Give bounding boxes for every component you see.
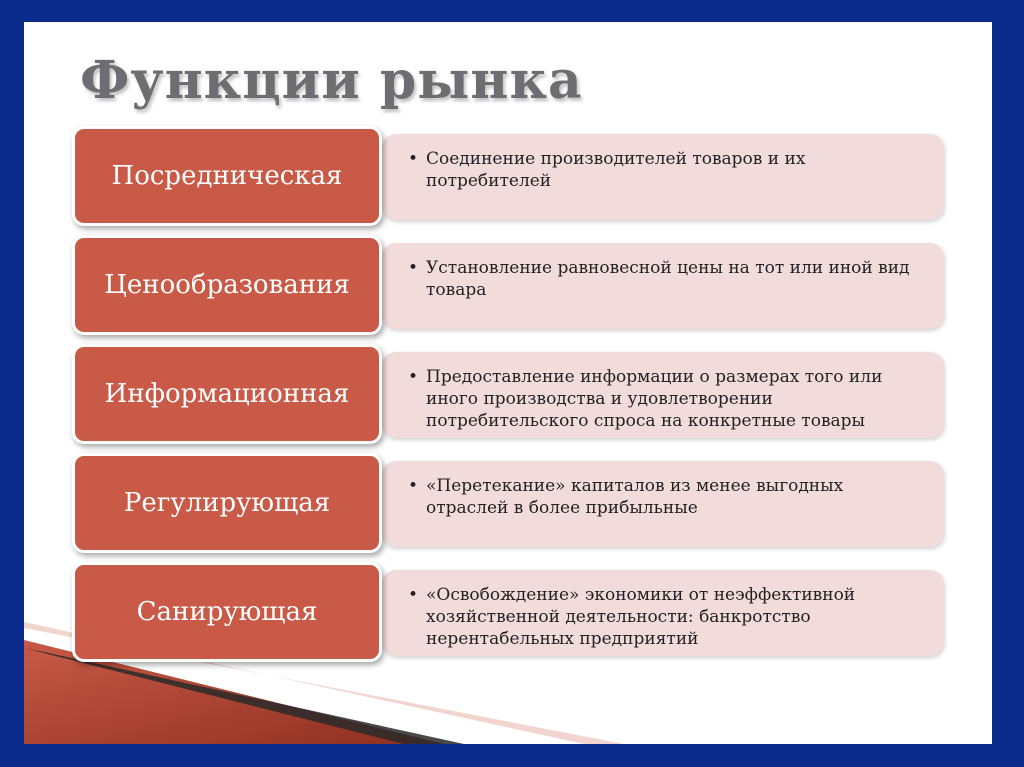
function-description-text: Предоставление информации о размерах того или иного производства и удовлетворении потребительского спроса на конкретные товары [426,367,883,431]
bullet-icon: • [408,585,419,605]
function-row [72,344,948,444]
function-description-box [382,243,944,329]
function-description [408,148,926,192]
function-row [72,453,948,553]
function-description [408,366,926,432]
function-label: Регулирующая [72,453,382,553]
function-row [72,235,948,335]
bullet-icon: • [408,258,419,278]
function-description-box [382,570,944,656]
function-label: Информационная [72,344,382,444]
function-description-text: Установление равновесной цены на тот или иной вид товара [426,258,910,300]
function-description-text: Соединение производителей товаров и их потребителей [426,149,806,191]
slide-title: Функции рынка [80,50,583,111]
function-description [408,257,926,301]
function-description-text: «Перетекание» капиталов из менее выгодных отраслей в более прибыльные [426,476,844,518]
function-description [408,584,926,650]
slide [24,22,992,744]
function-description-text: «Освобождение» экономики от неэффективной хозяйственной деятельности: банкротство нерентабельных предприятий [426,585,856,649]
function-description-box [382,352,944,438]
bullet-icon: • [408,367,419,387]
function-description-box [382,134,944,220]
function-row [72,562,948,662]
function-row [72,126,948,226]
function-label: Посредническая [72,126,382,226]
function-description-box [382,461,944,547]
bullet-icon: • [408,476,419,496]
function-label: Ценообразования [72,235,382,335]
function-description [408,475,926,519]
bullet-icon: • [408,149,419,169]
function-label: Санирующая [72,562,382,662]
